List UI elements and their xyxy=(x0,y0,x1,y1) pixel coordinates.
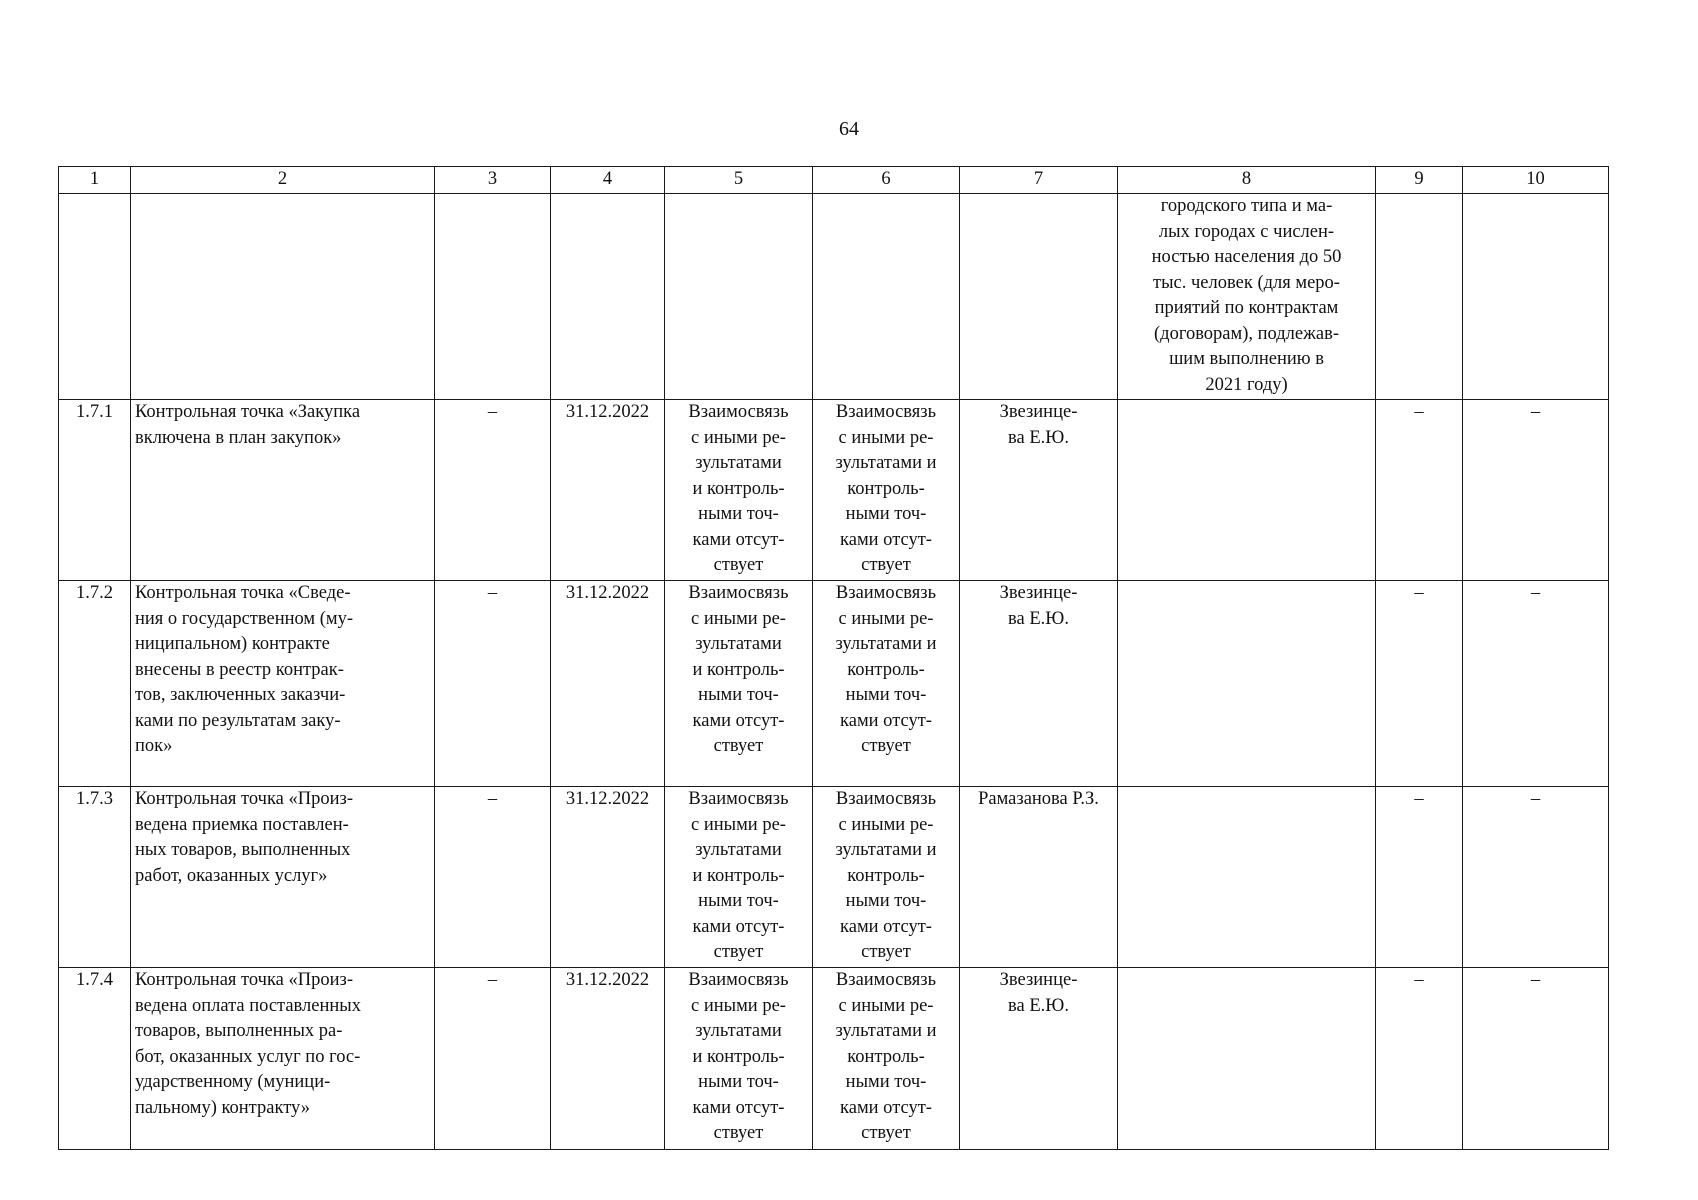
text-line: ствует xyxy=(713,942,764,962)
text-line: Взаимосвязь xyxy=(835,583,937,603)
column-number-6: 6 xyxy=(813,167,960,194)
text-line: пок» xyxy=(135,736,173,756)
text-line: Взаимосвязь xyxy=(688,583,789,603)
col8-cell xyxy=(1118,581,1376,787)
text-line: ных товаров, выполненных xyxy=(135,840,351,860)
relation-checkpoints-cell xyxy=(813,787,960,968)
text-line: Контрольная точка «Произ- xyxy=(135,789,353,809)
column-number-4: 4 xyxy=(551,167,665,194)
column-number-8: 8 xyxy=(1118,167,1376,194)
text-line: ствует xyxy=(861,555,911,575)
text-line: 2021 году) xyxy=(1205,374,1288,395)
text-line: Контрольная точка «Сведе- xyxy=(135,583,351,603)
page-number: 64 xyxy=(839,118,859,140)
text-line: включена в план закупок» xyxy=(135,427,342,448)
text-line: ными точ- xyxy=(845,891,927,911)
text-line: ствует xyxy=(713,1123,764,1143)
text-line: ными точ- xyxy=(845,1072,927,1092)
text-line: товаров, выполненных ра- xyxy=(135,1021,343,1041)
text-line: ударственному (муници- xyxy=(135,1072,331,1092)
checkpoint-name-cell xyxy=(131,581,435,787)
text-line: лых городах с числен- xyxy=(1158,221,1335,242)
text-line: зультатами xyxy=(695,1021,782,1041)
cell-empty xyxy=(435,194,551,400)
text-line: зультатами xyxy=(695,453,782,473)
text-line: и контроль- xyxy=(692,1046,785,1067)
text-line: ведена оплата поставленных xyxy=(135,995,361,1016)
text-line: ва Е.Ю. xyxy=(1008,608,1069,629)
text-line: Звезинце- xyxy=(999,583,1078,603)
text-line: Взаимосвязь xyxy=(835,970,937,990)
text-line: зультатами и xyxy=(835,453,937,473)
continuation-row xyxy=(59,194,1609,400)
text-line: ками отсут- xyxy=(840,710,932,731)
relation-results-cell xyxy=(665,581,813,787)
col3-cell: – xyxy=(435,968,551,1150)
cell-empty xyxy=(813,194,960,400)
text-line: ствует xyxy=(861,736,911,756)
text-line: ками по результатам заку- xyxy=(135,710,341,731)
cell-empty xyxy=(1376,194,1463,400)
col3-cell: – xyxy=(435,787,551,968)
column-number-7: 7 xyxy=(960,167,1118,194)
text-line: и контроль- xyxy=(692,659,785,680)
relation-results-cell xyxy=(665,968,813,1150)
relation-checkpoints-cell xyxy=(813,968,960,1150)
text-line: Взаимосвязь xyxy=(835,402,937,422)
responsible-cell xyxy=(960,581,1118,787)
plan-table xyxy=(58,166,1609,1150)
row-number-cell: 1.7.4 xyxy=(59,968,131,1150)
text-line: ведена приемка поставлен- xyxy=(135,814,349,835)
text-line: зультатами xyxy=(695,840,782,860)
text-line: ния о государственном (му- xyxy=(135,608,354,629)
text-line: Звезинце- xyxy=(999,402,1078,422)
responsible-cell xyxy=(960,968,1118,1150)
text-line: Звезинце- xyxy=(999,970,1078,990)
text-line: зультатами xyxy=(695,634,782,654)
text-line: ствует xyxy=(713,555,764,575)
text-line: Контрольная точка «Произ- xyxy=(135,970,353,990)
text-line: контроль- xyxy=(847,865,925,886)
cell-empty xyxy=(665,194,813,400)
text-line: ками отсут- xyxy=(840,529,932,550)
column-number-9: 9 xyxy=(1376,167,1463,194)
col10-cell: – xyxy=(1463,581,1609,787)
text-line: городского типа и ма- xyxy=(1160,196,1333,216)
relation-checkpoints-cell xyxy=(813,400,960,581)
text-line: Контрольная точка «Закупка xyxy=(135,402,361,422)
text-line: зультатами и xyxy=(835,634,937,654)
row-number-cell: 1.7.3 xyxy=(59,787,131,968)
text-line: ниципальном) контракте xyxy=(135,634,330,654)
col10-cell: – xyxy=(1463,400,1609,581)
column-number-1: 1 xyxy=(59,167,131,194)
cell-empty xyxy=(59,194,131,400)
column-number-2: 2 xyxy=(131,167,435,194)
text-line: Взаимосвязь xyxy=(688,402,789,422)
col3-cell: – xyxy=(435,581,551,787)
text-line: ками отсут- xyxy=(692,710,785,731)
text-line: ными точ- xyxy=(698,685,779,705)
col8-cell xyxy=(1118,968,1376,1150)
text-line: тыс. человек (для меро- xyxy=(1153,272,1340,293)
text-line: с иными ре- xyxy=(691,995,786,1016)
date-cell: 31.12.2022 xyxy=(551,581,665,787)
column-number-3: 3 xyxy=(435,167,551,194)
text-line: ками отсут- xyxy=(840,1097,932,1118)
cell-empty xyxy=(960,194,1118,400)
responsible-cell xyxy=(960,787,1118,968)
text-line: с иными ре- xyxy=(691,608,786,629)
col9-cell: – xyxy=(1376,400,1463,581)
continuation-col8-cell xyxy=(1118,194,1376,400)
text-line: ками отсут- xyxy=(692,1097,785,1118)
responsible-cell xyxy=(960,400,1118,581)
date-cell: 31.12.2022 xyxy=(551,968,665,1150)
text-line: с иными ре- xyxy=(691,427,786,448)
column-number-5: 5 xyxy=(665,167,813,194)
text-line: с иными ре- xyxy=(838,814,934,835)
text-line: ными точ- xyxy=(698,1072,779,1092)
text-line: (договорам), подлежав- xyxy=(1154,323,1339,344)
checkpoint-name-cell xyxy=(131,968,435,1150)
text-line: бот, оказанных услуг по гос- xyxy=(135,1046,361,1067)
text-line: шим выполнению в xyxy=(1169,349,1324,369)
col10-cell: – xyxy=(1463,787,1609,968)
table-row xyxy=(59,968,1609,1150)
text-line: тов, заключенных заказчи- xyxy=(135,685,346,705)
row-number-cell: 1.7.2 xyxy=(59,581,131,787)
text-line: пальному) контракту» xyxy=(135,1097,311,1118)
text-line: контроль- xyxy=(847,659,925,680)
row-number-cell: 1.7.1 xyxy=(59,400,131,581)
col9-cell: – xyxy=(1376,787,1463,968)
text-line: ва Е.Ю. xyxy=(1008,427,1069,448)
text-line: ными точ- xyxy=(845,504,927,524)
text-line: Взаимосвязь xyxy=(688,970,789,990)
text-line: ва Е.Ю. xyxy=(1008,995,1069,1016)
text-line: ками отсут- xyxy=(692,529,785,550)
relation-checkpoints-cell xyxy=(813,581,960,787)
col3-cell: – xyxy=(435,400,551,581)
text-line: контроль- xyxy=(847,1046,925,1067)
column-number-10: 10 xyxy=(1463,167,1609,194)
column-number-header-row xyxy=(59,167,1609,194)
text-line: и контроль- xyxy=(692,865,785,886)
table-row xyxy=(59,581,1609,787)
relation-results-cell xyxy=(665,787,813,968)
text-line: ствует xyxy=(861,1123,911,1143)
col10-cell: – xyxy=(1463,968,1609,1150)
text-line: ками отсут- xyxy=(692,916,785,937)
table-row xyxy=(59,400,1609,581)
col8-cell xyxy=(1118,400,1376,581)
relation-results-cell xyxy=(665,400,813,581)
text-line: приятий по контрактам xyxy=(1154,298,1339,318)
text-line: ными точ- xyxy=(698,891,779,911)
text-line: ствует xyxy=(861,942,911,962)
cell-empty xyxy=(551,194,665,400)
text-line: ствует xyxy=(713,736,764,756)
col8-cell xyxy=(1118,787,1376,968)
text-line: зультатами и xyxy=(835,1021,937,1041)
text-line: зультатами и xyxy=(835,840,937,860)
text-line: с иными ре- xyxy=(838,427,934,448)
date-cell: 31.12.2022 xyxy=(551,400,665,581)
text-line: с иными ре- xyxy=(838,608,934,629)
text-line: ностью населения до 50 xyxy=(1151,247,1342,267)
text-line: Взаимосвязь xyxy=(835,789,937,809)
date-cell: 31.12.2022 xyxy=(551,787,665,968)
text-line: Взаимосвязь xyxy=(688,789,789,809)
text-line: Рамазанова Р.З. xyxy=(978,789,1099,809)
col9-cell: – xyxy=(1376,581,1463,787)
checkpoint-name-cell xyxy=(131,787,435,968)
cell-empty xyxy=(131,194,435,400)
text-line: с иными ре- xyxy=(691,814,786,835)
table-row xyxy=(59,787,1609,968)
col9-cell: – xyxy=(1376,968,1463,1150)
text-line: ками отсут- xyxy=(840,916,932,937)
text-line: ными точ- xyxy=(845,685,927,705)
text-line: и контроль- xyxy=(692,478,785,499)
cell-empty xyxy=(1463,194,1609,400)
text-line: работ, оказанных услуг» xyxy=(135,865,328,886)
checkpoint-name-cell xyxy=(131,400,435,581)
text-line: ными точ- xyxy=(698,504,779,524)
text-line: контроль- xyxy=(847,478,925,499)
text-line: внесены в реестр контрак- xyxy=(135,659,344,680)
text-line: с иными ре- xyxy=(838,995,934,1016)
